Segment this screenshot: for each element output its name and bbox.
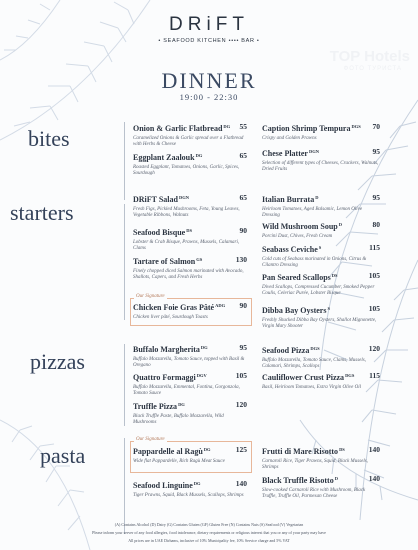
item-description: Chicken liver pâté, Sourdough Toasts bbox=[133, 314, 208, 320]
allergen-tag: DGS bbox=[351, 124, 361, 129]
item-description: Buffalo Mozzarella, Emmental, Fontina, Gorgonzola, Tomato Sauce bbox=[133, 384, 240, 396]
item-price: 120 bbox=[368, 344, 380, 353]
allergen-tag: D bbox=[334, 476, 338, 481]
item-name: Seabass Ceviche bbox=[262, 245, 318, 254]
item-name: Black Truffle Risotto bbox=[262, 476, 334, 485]
item-price: 90 bbox=[239, 226, 247, 235]
item-description: Slow-cooked Carnaroli Rice with Mushroom, Black Truffle, Truffle Oil, Parmesan Cheese bbox=[262, 487, 366, 499]
item-name: Pan Seared Scallops bbox=[262, 273, 331, 282]
allergen-tag: S bbox=[318, 245, 322, 250]
allergen-tag: DS bbox=[186, 228, 192, 233]
item-name: Seafood Pizza bbox=[262, 346, 310, 355]
item-description: Lobster & Crab Bisque, Prawns, Mussels, Calamari, Clams bbox=[133, 239, 240, 251]
item-price: 105 bbox=[368, 304, 380, 313]
item-description: Selection of different types of Cheeses, Crackers, Walnuts, Dried Fruits bbox=[262, 160, 379, 172]
item-name: Quattro Formaggi bbox=[133, 373, 196, 382]
item-name: Wild Mushroom Soup bbox=[262, 222, 338, 231]
menu-item-wild-mushroom-soup bbox=[262, 222, 380, 240]
allergen-tag: DG bbox=[223, 124, 231, 129]
divider-line bbox=[124, 204, 125, 320]
allergen-tag: DGS bbox=[345, 373, 355, 378]
item-price: 55 bbox=[239, 122, 247, 131]
item-description: Black Truffle Paste, Buffalo Mozzarella, Wild Mushrooms bbox=[133, 413, 224, 425]
item-description: Caramelized Onions & Garlic spread over a Flatbread with Herbs & Cheese bbox=[133, 135, 244, 147]
divider-line bbox=[124, 344, 125, 426]
menu-title: DINNER bbox=[161, 68, 257, 93]
divider-line bbox=[124, 438, 125, 534]
item-name: Buffalo Margherita bbox=[133, 345, 200, 354]
item-description: Cold cuts of Seabass marinated in Onions, Citrus & Cilantro Dressing bbox=[262, 256, 367, 268]
allergen-tag: DG bbox=[178, 402, 185, 407]
menu-item-onion-garlic-flatbread bbox=[133, 124, 247, 148]
item-description: Tiger Prawns, Squid, Black Mussels, Scallops, Shrimps bbox=[133, 492, 244, 498]
item-price: 80 bbox=[372, 220, 380, 229]
allergen-tag: S bbox=[327, 306, 330, 311]
menu-item-dibba-bay-oysters bbox=[262, 306, 380, 330]
allergen-tag: DGN bbox=[308, 149, 319, 154]
signature-label: Our Signature bbox=[136, 294, 165, 299]
menu-item-seafood-pizza bbox=[262, 346, 380, 370]
item-description: Freshly Shucked Dibba Bay Oysters, Shallot Mignonette, Virgin Mary Shooter bbox=[262, 317, 377, 329]
item-name: Tartare of Salmon bbox=[133, 257, 196, 266]
item-name: Onion & Garlic Flatbread bbox=[133, 124, 223, 133]
menu-item-seabass-ceviche bbox=[262, 245, 380, 269]
allergen-tag: DS bbox=[331, 273, 338, 278]
menu-item-cheese-platter bbox=[262, 149, 380, 173]
menu-item-seafood-bisque bbox=[133, 228, 247, 252]
item-description: Porcini Dust, Chives, Fresh Cream bbox=[262, 233, 333, 239]
menu-item-pappardelle-al-ragu bbox=[133, 447, 247, 465]
item-price: 95 bbox=[372, 147, 380, 156]
item-description: Finely chopped diced Salmon marinated with Avocado, Shallots, Capers, and Fresh Herbs bbox=[133, 268, 244, 280]
item-description: Roasted Eggplant, Tomatoes, Onions, Garlic, Spices, Sourdough bbox=[133, 164, 240, 176]
menu-item-frutti-di-mare-risotto bbox=[262, 447, 380, 471]
service-hours: 19:00 - 22:30 bbox=[179, 92, 239, 102]
allergen-tag: DGV bbox=[196, 373, 207, 378]
item-name: Cauliflower Crust Pizza bbox=[262, 373, 345, 382]
allergen-tag: DS bbox=[339, 447, 345, 452]
restaurant-logo: DRiFT bbox=[169, 14, 249, 35]
item-description: Buffalo Mozzarella, Tomato Sauce, topped with Basil & Oregano bbox=[133, 356, 245, 368]
item-price: 140 bbox=[235, 479, 247, 488]
item-name: Chese Platter bbox=[262, 149, 308, 158]
section-bites: bites bbox=[28, 126, 70, 151]
item-price: 125 bbox=[235, 445, 247, 454]
watermark-sub: ФОТО ТУРИСТА bbox=[343, 66, 402, 72]
item-description: Crispy and Golden Prawns bbox=[262, 135, 317, 141]
allergy-notice: Please inform your server of any food allergies, food intolerance, dietary requirements or religious interest that you or any of your party may have bbox=[92, 530, 326, 535]
item-price: 120 bbox=[235, 400, 247, 409]
allergen-legend: (A) Contains Alcohol (D) Dairy (G) Contains Gluten (GF) Gluten Free (N) Contains Nuts (S) Seafood (V) Vegetarian bbox=[114, 522, 304, 527]
restaurant-tagline: • SEAFOOD KITCHEN •••• BAR • bbox=[158, 38, 260, 44]
item-price: 90 bbox=[239, 301, 247, 310]
menu-item-drift-salad bbox=[133, 195, 247, 219]
item-description: Basil, Heirloom Tomatoes, Extra Virgin Olive Oil bbox=[262, 384, 361, 390]
allergen-tag: GS bbox=[196, 257, 203, 262]
item-price: 95 bbox=[372, 193, 380, 202]
item-name: Chicken Foie Gras Pâté bbox=[133, 303, 215, 312]
item-name: Seafood Linguine bbox=[133, 481, 193, 490]
item-description: Dived Scallops, Compressed Cucumber, Smoked Pepper Coulis, Celeriac Purée, Lobster Bisque bbox=[262, 284, 375, 296]
menu-item-chicken-foie-gras bbox=[133, 303, 247, 321]
section-pasta: pasta bbox=[40, 443, 86, 468]
menu-item-seafood-linguine bbox=[133, 481, 247, 499]
item-name: Frutti di Mare Risotto bbox=[262, 447, 339, 456]
section-starters: starters bbox=[10, 200, 74, 225]
item-name: Italian Burrata bbox=[262, 195, 315, 204]
item-name: Eggplant Zaalouk bbox=[133, 153, 195, 162]
allergen-tag: D bbox=[315, 195, 319, 200]
item-name: Caption Shrimp Tempura bbox=[262, 124, 351, 133]
allergen-tag: D bbox=[338, 222, 342, 227]
item-price: 115 bbox=[369, 371, 380, 380]
menu-item-italian-burrata bbox=[262, 195, 380, 219]
allergen-tag: DG bbox=[200, 345, 208, 350]
item-description: Wide flat Pappardelle, Rich Ragù Meat Sauce bbox=[133, 458, 225, 464]
pricing-notice: All prices are in UAE Dirhams, inclusive of 10% Municipality fee, 10% Service charge and 5% VAT bbox=[128, 538, 290, 543]
item-price: 65 bbox=[239, 193, 247, 202]
allergen-tag: DGS bbox=[310, 346, 320, 351]
menu-item-eggplant-zaalouk bbox=[133, 153, 247, 177]
item-price: 130 bbox=[235, 255, 247, 264]
menu-item-tartare-of-salmon bbox=[133, 257, 247, 281]
menu-item-quattro-formaggi bbox=[133, 373, 247, 397]
item-price: 70 bbox=[372, 122, 380, 131]
item-name: Seafood Bisque bbox=[133, 228, 186, 237]
allergen-tag: DG bbox=[203, 447, 211, 452]
menu-item-pan-seared-scallops bbox=[262, 273, 380, 297]
item-name: Pappardelle al Ragù bbox=[133, 447, 203, 456]
item-name: Truffle Pizza bbox=[133, 402, 178, 411]
allergen-tag: ADG bbox=[215, 303, 226, 308]
allergen-tag: DGN bbox=[178, 195, 189, 200]
allergen-tag: DG bbox=[195, 153, 203, 158]
menu-item-buffalo-margherita bbox=[133, 345, 247, 369]
menu-item-truffle-pizza bbox=[133, 402, 247, 426]
watermark-brand: TOP Hotels bbox=[329, 48, 410, 65]
item-description: Buffalo Mozzarella, Tomato Sauce, Clams, Mussels, Calamari, Shrimps, Scallops bbox=[262, 357, 366, 369]
item-price: 105 bbox=[235, 371, 247, 380]
item-description: Carnaroli Rice, Tiger Prawns, Squid, Black Mussels, Shrimps bbox=[262, 458, 368, 470]
allergen-tag: DG bbox=[193, 481, 201, 486]
item-description: Heirloom Tomatoes, Aged Balsamic, Lemon Olive Dressing bbox=[262, 206, 363, 218]
item-price: 95 bbox=[239, 343, 247, 352]
menu-item-shrimp-tempura bbox=[262, 124, 380, 142]
menu-item-black-truffle-risotto bbox=[262, 476, 380, 500]
section-pizzas: pizzas bbox=[30, 349, 85, 374]
item-price: 115 bbox=[369, 243, 380, 252]
item-price: 105 bbox=[368, 271, 380, 280]
item-name: Dibba Bay Oysters bbox=[262, 306, 327, 315]
signature-label: Our Signature bbox=[136, 437, 165, 442]
item-price: 140 bbox=[368, 474, 380, 483]
item-description: Fresh Figs, Pickled Mushrooms, Feta, Young Leaves, Vegetable Ribbons, Walnuts bbox=[133, 206, 240, 218]
divider-line bbox=[124, 122, 125, 200]
item-price: 140 bbox=[368, 445, 380, 454]
item-name: DRiFT Salad bbox=[133, 195, 178, 204]
item-price: 65 bbox=[239, 151, 247, 160]
menu-item-cauliflower-crust-pizza bbox=[262, 373, 380, 391]
